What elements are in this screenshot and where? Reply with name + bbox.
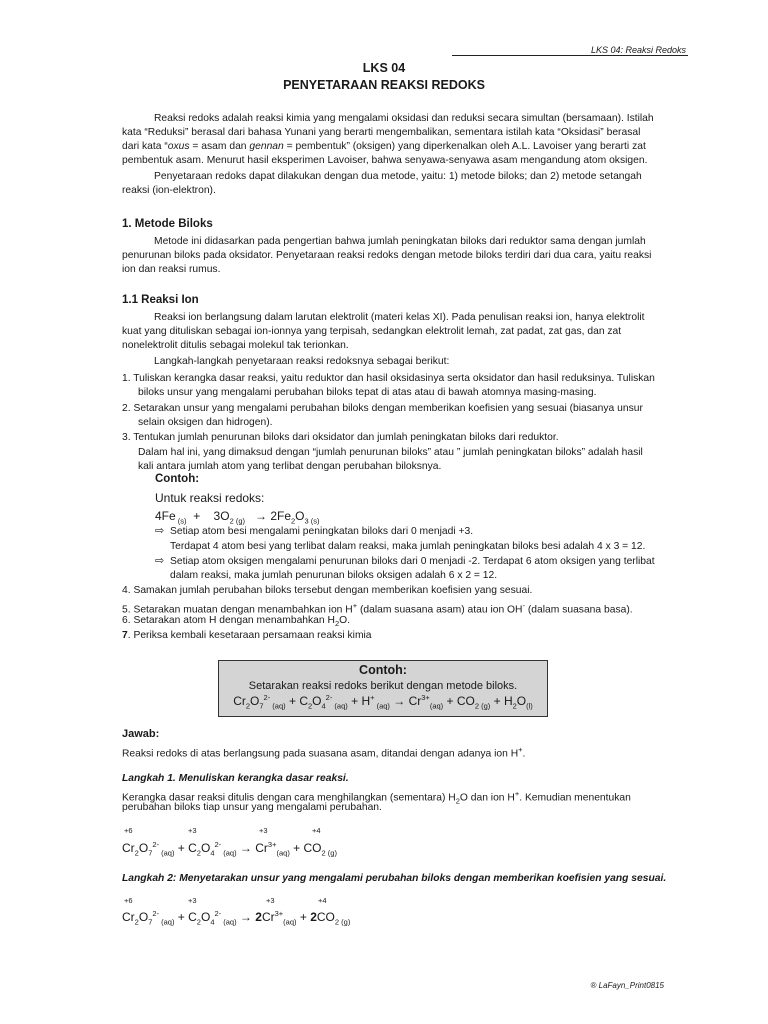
step-item-cont: Dalam hal ini, yang dimaksud dengan “jumlah penurunan biloks” atau ” jumlah peningkatan biloks” adalah hasil bbox=[138, 447, 643, 458]
intro-line: reaksi (ion-elektron). bbox=[122, 185, 216, 196]
intro-line: Penyetaraan redoks dapat dilakukan dengan dua metode, yaitu: 1) metode biloks; dan 2) metode setangah bbox=[154, 171, 642, 182]
step-item: 2. Setarakan unsur yang mengalami perubahan biloks dengan memberikan koefisien yang sesuai (biasanya unsur bbox=[122, 403, 643, 414]
subsection-line: kuat yang dituliskan sebagai ion-ionnya yang terpisah, sedangkan elektrolit lemah, zat padat, zat gas, dan zat bbox=[122, 326, 622, 337]
example-box-equation: $Cr_2O_7^{2-}$ $_{(aq)} + C_2O_4^{2-}$ $_{(aq)}$ + H+ $_{(aq)} \to Cr^{3+}_{(aq)} + CO_{2 (g)} + H_2O_{(l)}$ bbox=[233, 693, 533, 711]
running-header: LKS 04: Reaksi Redoks bbox=[590, 45, 686, 55]
step1-equation: $Cr_2O_7^{2-}$ $_{(aq)} + C_2O_4^{2-}$ $_{(aq)} \to Cr^{3+}_{(aq)} + CO_{2 (g)}$ bbox=[122, 840, 337, 858]
step2-heading: Langkah 2: Menyetarakan unsur yang mengalami perubahan biloks dengan memberikan koefisien yang sesuai. bbox=[122, 873, 667, 884]
oxidation-number: +3 bbox=[259, 826, 268, 835]
bullet-line: dalam reaksi, maka jumlah penurunan biloks oksigen adalah 6 x 2 = 12. bbox=[170, 570, 498, 581]
step1-line: perubahan biloks tiap unsur yang mengalami perubahan. bbox=[122, 802, 382, 813]
example-box-title: Contoh: bbox=[359, 663, 407, 677]
step-item: 1. Tuliskan kerangka dasar reaksi, yaitu reduktor dan hasil oksidasinya serta oksidator dan hasil reduksinya. Tuliskan bbox=[122, 373, 655, 384]
bullet-line: Setiap atom besi mengalami peningkatan biloks dari 0 menjadi +3. bbox=[170, 526, 474, 537]
subsection-line: nonelektrolit ditulis sebagai molekul tak terionkan. bbox=[122, 340, 349, 351]
step2-equation: $Cr_2O_7^{2-}$ $_{(aq)} + C_2O_4^{2-}$ $_{(aq)} \to 2Cr^{3+}_{(aq)} + 2CO_{2 (g)}$ bbox=[122, 909, 351, 927]
answer-line: Reaksi redoks di atas berlangsung pada suasana asam, ditandai dengan adanya ion H+. bbox=[122, 745, 526, 760]
step-item: 4. Samakan jumlah perubahan biloks tersebut dengan memberikan koefisien yang sesuai. bbox=[122, 585, 533, 596]
subsection-line: Reaksi ion berlangsung dalam larutan elektrolit (materi kelas XI). Pada penulisan reaksi ion, hanya elektrolit bbox=[154, 312, 645, 323]
subsection-heading: 1.1 Reaksi Ion bbox=[122, 294, 199, 306]
oxidation-number: +6 bbox=[124, 896, 133, 905]
example-intro: Untuk reaksi redoks: bbox=[155, 491, 265, 505]
oxidation-number: +4 bbox=[312, 826, 321, 835]
step-item-cont: kali antara jumlah atom yang terlibat dengan perubahan biloksnya. bbox=[138, 461, 442, 472]
bullet-line: Terdapat 4 atom besi yang terlibat dalam reaksi, maka jumlah peningkatan biloks besi adalah 4 x 3 = 12. bbox=[170, 541, 646, 552]
step1-line: Kerangka dasar reaksi ditulis dengan cara menghilangkan (sementara) $H_2O$ dan ion H+. Kemudian menentukan bbox=[122, 789, 631, 806]
header-rule bbox=[452, 55, 688, 56]
step-item-cont: biloks unsur yang mengalami perubahan biloks tepat di atas atau di bawah atomnya masing-masing. bbox=[138, 387, 597, 398]
oxidation-number: +3 bbox=[188, 896, 197, 905]
subsection-line: Langkah-langkah penyetaraan reaksi redoksnya sebagai berikut: bbox=[154, 356, 450, 367]
footer-credit: ® LaFayn_Print0815 bbox=[590, 981, 664, 990]
oxidation-number: +6 bbox=[124, 826, 133, 835]
doc-number: LKS 04 bbox=[362, 61, 406, 75]
intro-line: dari kata “oxus = asam dan gennan = pembentuk” (oksigen) yang diperkenalkan oleh A.L. Lavoiser yang berarti zat bbox=[122, 141, 646, 152]
step-item: 5. Setarakan muatan dengan menambahkan ion H+ (dalam suasana asam) atau ion OH- (dalam suasana basa). bbox=[122, 601, 633, 616]
arrow-icon: ⇨ bbox=[155, 555, 165, 567]
step1-heading: Langkah 1. Menuliskan kerangka dasar reaksi. bbox=[122, 773, 349, 784]
step-item: 3. Tentukan jumlah penurunan biloks dari oksidator dan jumlah peningkatan biloks dari reduktor. bbox=[122, 432, 559, 443]
intro-line: Reaksi redoks adalah reaksi kimia yang mengalami oksidasi dan reduksi secara simultan (bersamaan). Istilah bbox=[154, 113, 654, 124]
answer-heading: Jawab: bbox=[122, 728, 160, 740]
section-line: penurunan biloks pada oksidator. Penyetaraan reaksi redoks dengan metode biloks terdiri dari dua cara, yaitu reaksi bbox=[122, 250, 652, 261]
section-heading: 1. Metode Biloks bbox=[122, 218, 213, 230]
intro-line: pembentuk asam. Menurut hasil eksperimen Lavoiser, bahwa senyawa-senyawa asam mengandung atom oksigen. bbox=[122, 155, 648, 166]
oxidation-number: +3 bbox=[188, 826, 197, 835]
example-box bbox=[218, 660, 548, 717]
arrow-icon: ⇨ bbox=[155, 525, 165, 537]
example-box-subtitle: Setarakan reaksi redoks berikut dengan metode biloks. bbox=[248, 680, 518, 692]
step-item: 7. Periksa kembali kesetaraan persamaan reaksi kimia bbox=[122, 630, 372, 641]
example-label: Contoh: bbox=[155, 473, 200, 485]
bullet-line: Setiap atom oksigen mengalami penurunan biloks dari 0 menjadi -2. Terdapat 6 atom oksigen yang terlibat bbox=[170, 556, 655, 567]
example-equation: 4Fe $_{(s)}$ + $3O_{2 (g)} \to 2Fe_2O_{3 (s)}$ bbox=[155, 509, 320, 526]
section-line: ion dan reaksi rumus. bbox=[122, 264, 221, 275]
section-line: Metode ini didasarkan pada pengertian bahwa jumlah peningkatan biloks dari reduktor sama dengan jumlah bbox=[154, 236, 646, 247]
oxidation-number: +4 bbox=[318, 896, 327, 905]
step-item-cont: selain oksigen dan hidrogen). bbox=[138, 417, 273, 428]
intro-line: kata “Reduksi” berasal dari bahasa Yunani yang berarti mengembalikan, sementara istilah kata “Oksidasi” berasal bbox=[122, 127, 641, 138]
oxidation-number: +3 bbox=[266, 896, 275, 905]
step-item: 6. Setarakan atom H dengan menambahkan $H_2O$. bbox=[122, 615, 350, 629]
doc-title: PENYETARAAN REAKSI REDOKS bbox=[283, 78, 485, 92]
